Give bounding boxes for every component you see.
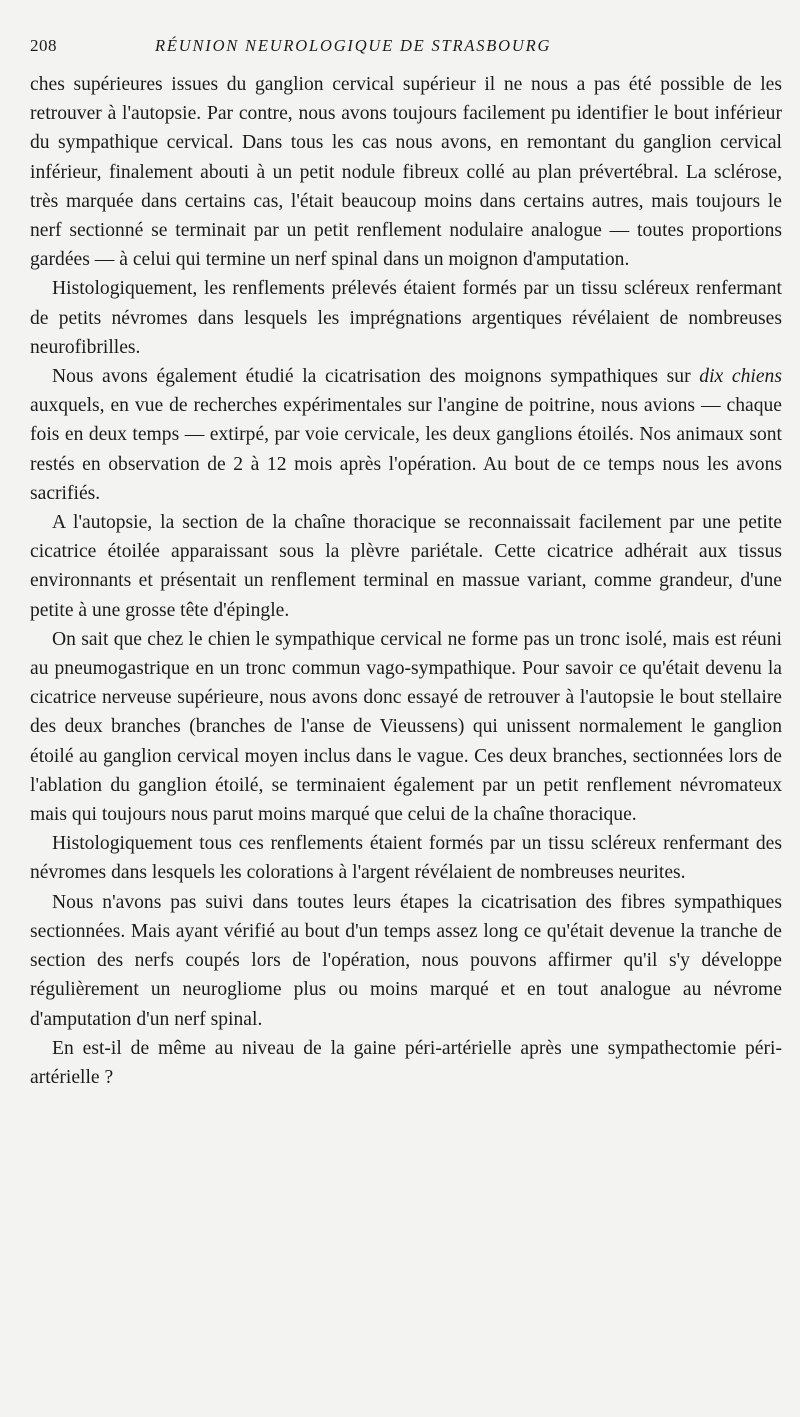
running-title: RÉUNION NEUROLOGIQUE DE STRASBOURG — [155, 36, 552, 55]
document-page — [30, 18, 782, 1092]
paragraph-3-emphasis: dix chiens — [699, 366, 782, 388]
paragraph-6: Histologiquement tous ces renflements étaient formés par un tissu scléreux renfermant des névromes dans lesquels les colorations à l'argent révélaient de nombreuses neurites. — [30, 833, 782, 884]
body-text — [30, 70, 782, 1092]
paragraph-8: En est-il de même au niveau de la gaine péri-artérielle après une sympathectomie péri-artérielle ? — [30, 1037, 782, 1088]
paragraph-5: On sait que chez le chien le sympathique cervical ne forme pas un tronc isolé, mais est réuni au pneumogastrique en un tronc commun vago-sympathique. Pour savoir ce qu'était devenu la cicatrice nerveuse supérieure, nous avons donc essayé de retrouver à l'autopsie le bout stellaire des deux branches (branches de l'anse de Vieussens) qui unissent normalement le ganglion étoilé au ganglion cervical moyen inclus dans le vague. Ces deux branches, sectionnées lors de l'ablation du ganglion étoilé, se terminaient également par un petit renflement névromateux mais qui toujours nous parut moins marqué que celui de la chaîne thoracique. — [30, 628, 782, 826]
paragraph-1: ches supérieures issues du ganglion cervical supérieur il ne nous a pas été possible de les retrouver à l'autopsie. Par contre, nous avons toujours facilement pu identifier le bout inférieur du sympathique cervical. Dans tous les cas nous avons, en remontant du ganglion cervical inférieur, finalement abouti à un petit nodule fibreux collé au plan prévertébral. La sclérose, très marquée dans certains cas, l'était beaucoup moins dans certains autres, mais toujours le nerf sectionné se terminait par un petit renflement nodulaire analogue — toutes proportions gardées — à celui qui termine un nerf spinal dans un moignon d'amputation. — [30, 74, 782, 271]
paragraph-3 — [30, 362, 782, 508]
page-number: 208 — [30, 36, 57, 55]
paragraph-3-after: auxquels, en vue de recherches expérimentales sur l'angine de poitrine, nous avions — chaque fois en deux temps — extirpé, par voie cervicale, les deux ganglions étoilés. Nos animaux sont restés en observation de 2 à 12 mois après l'opération. Au bout de ce temps nous les avons sacrifiés. — [30, 395, 782, 504]
paragraph-7: Nous n'avons pas suivi dans toutes leurs étapes la cicatrisation des fibres sympathiques sectionnées. Mais ayant vérifié au bout d'un temps assez long ce qu'était devenue la tranche de section des nerfs coupés lors de l'opération, nous pouvons affirmer qu'il s'y développe régulièrement un neurogliome plus ou moins marqué et en tout analogue au névrome d'amputation d'un nerf spinal. — [30, 891, 782, 1030]
paragraph-4: A l'autopsie, la section de la chaîne thoracique se reconnaissait facilement par une petite cicatrice étoilée apparaissant sous la plèvre pariétale. Cette cicatrice adhérait aux tissus environnants et présentait un renflement terminal en massue variant, comme grandeur, d'une petite à une grosse tête d'épingle. — [30, 512, 782, 621]
paragraph-2: Histologiquement, les renflements prélevés étaient formés par un tissu scléreux renfermant de petits névromes dans lesquels les imprégnations argentiques révélaient de nombreuses neurofibrilles. — [30, 278, 782, 358]
running-head — [30, 18, 782, 58]
paragraph-3-before: Nous avons également étudié la cicatrisation des moignons sympathiques sur — [52, 366, 700, 388]
